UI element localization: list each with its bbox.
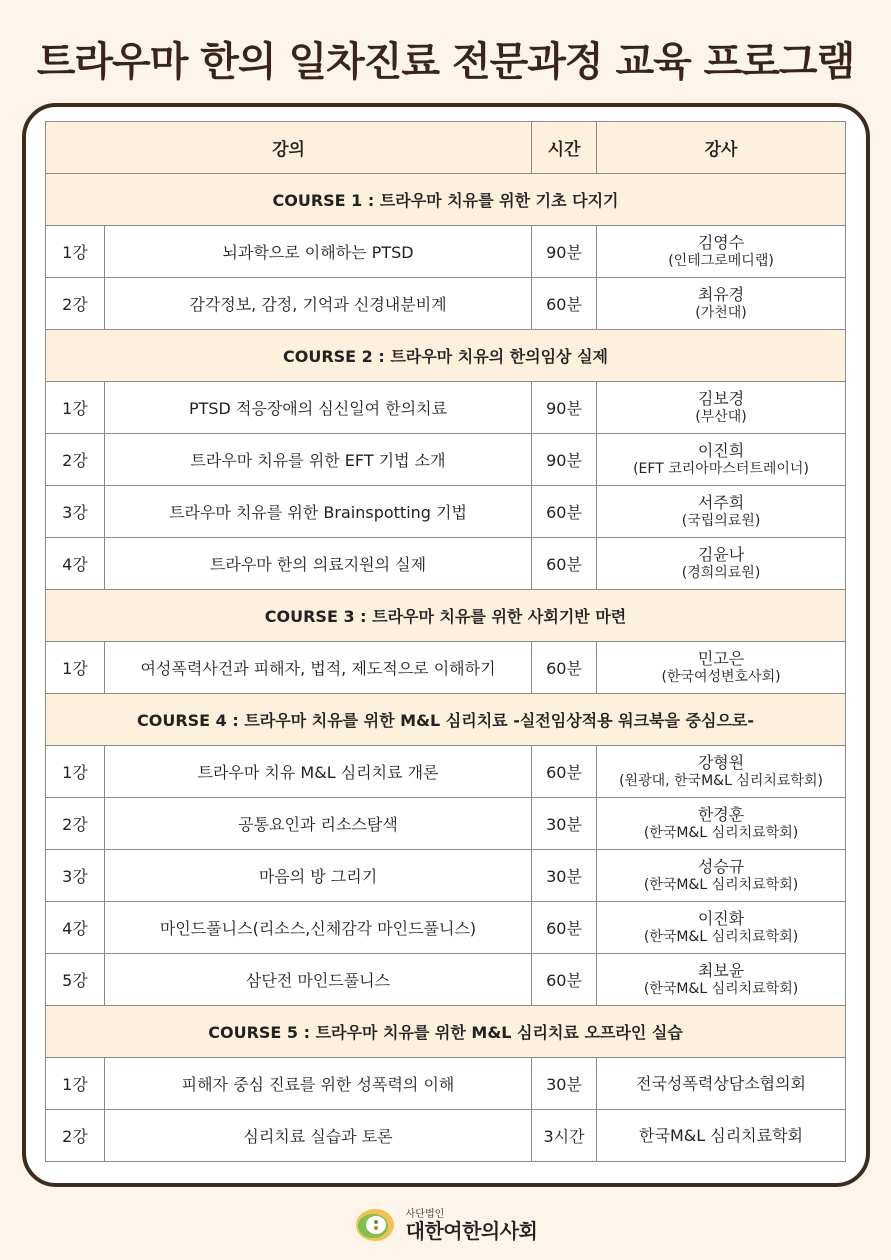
lecturer-affiliation: (한국M&L 심리치료학회) bbox=[643, 876, 799, 893]
lecture-number: 2강 bbox=[46, 278, 105, 330]
course-title: COURSE 3 : 트라우마 치유를 위한 사회기반 마련 bbox=[46, 590, 846, 642]
lecture-time: 60분 bbox=[532, 486, 597, 538]
lecturer-affiliation: (가천대) bbox=[695, 304, 747, 321]
table-row bbox=[46, 954, 846, 1006]
lecture-title: 트라우마 치유를 위한 Brainspotting 기법 bbox=[105, 486, 532, 538]
lecture-number: 2강 bbox=[46, 1110, 105, 1162]
table-row bbox=[46, 1110, 846, 1162]
lecturer-name: 강형원 bbox=[697, 752, 745, 772]
lecture-title: 트라우마 치유 M&L 심리치료 개론 bbox=[105, 746, 532, 798]
org-subtitle: 사단법인 bbox=[405, 1208, 445, 1220]
table-body bbox=[46, 174, 846, 1162]
lecturer-name: 민고은 bbox=[697, 648, 745, 668]
lecture-number: 4강 bbox=[46, 902, 105, 954]
lecture-time: 60분 bbox=[532, 954, 597, 1006]
lecturer-name: 이진희 bbox=[697, 440, 745, 460]
lecturer-cell bbox=[597, 954, 846, 1006]
table-row bbox=[46, 278, 846, 330]
table-row bbox=[46, 850, 846, 902]
lecturer-cell bbox=[597, 1058, 846, 1110]
lecture-time: 90분 bbox=[532, 434, 597, 486]
header-lecture: 강의 bbox=[46, 122, 532, 174]
lecturer-cell bbox=[597, 902, 846, 954]
lecturer-affiliation: (한국M&L 심리치료학회) bbox=[643, 928, 799, 945]
lecture-time: 90분 bbox=[532, 226, 597, 278]
lecture-title: 마인드풀니스(리소스,신체감각 마인드풀니스) bbox=[105, 902, 532, 954]
lecture-time: 90분 bbox=[532, 382, 597, 434]
lecturer-affiliation: (경희의료원) bbox=[681, 564, 761, 581]
lecture-number: 3강 bbox=[46, 850, 105, 902]
table-row bbox=[46, 486, 846, 538]
table-header-row bbox=[46, 122, 846, 174]
course-title: COURSE 5 : 트라우마 치유를 위한 M&L 심리치료 오프라인 실습 bbox=[46, 1006, 846, 1058]
program-table bbox=[45, 121, 846, 1162]
header-time: 시간 bbox=[532, 122, 597, 174]
table-row bbox=[46, 1058, 846, 1110]
table-row bbox=[46, 642, 846, 694]
lecturer-affiliation: (한국M&L 심리치료학회) bbox=[643, 980, 799, 997]
course-header-row bbox=[46, 1006, 846, 1058]
course-header-row bbox=[46, 330, 846, 382]
org-name-block bbox=[406, 1209, 538, 1242]
footer bbox=[0, 1200, 891, 1250]
lecture-number: 1강 bbox=[46, 746, 105, 798]
table-row bbox=[46, 798, 846, 850]
lecturer-affiliation: (원광대, 한국M&L 심리치료학회) bbox=[619, 772, 823, 789]
table-row bbox=[46, 902, 846, 954]
lecture-title: 트라우마 한의 의료지원의 실제 bbox=[105, 538, 532, 590]
lecturer-name: 최유경 bbox=[697, 284, 745, 304]
table-row bbox=[46, 538, 846, 590]
lecturer-cell bbox=[597, 642, 846, 694]
table-row bbox=[46, 382, 846, 434]
course-title: COURSE 1 : 트라우마 치유를 위한 기초 다지기 bbox=[46, 174, 846, 226]
lecture-title: 감각정보, 감정, 기억과 신경내분비계 bbox=[105, 278, 532, 330]
lecturer-name: 이진화 bbox=[697, 908, 745, 928]
table-row bbox=[46, 746, 846, 798]
lecturer-cell bbox=[597, 538, 846, 590]
lecturer-affiliation: (한국여성변호사회) bbox=[661, 668, 781, 685]
lecture-number: 1강 bbox=[46, 1058, 105, 1110]
lecture-number: 1강 bbox=[46, 382, 105, 434]
course-header-row bbox=[46, 174, 846, 226]
lecturer-cell bbox=[597, 278, 846, 330]
lecture-time: 60분 bbox=[532, 642, 597, 694]
course-header-row bbox=[46, 590, 846, 642]
org-name: 대한여한의사회 bbox=[405, 1218, 538, 1243]
lecturer-name: 한국M&L 심리치료학회 bbox=[639, 1126, 803, 1145]
lecturer-name: 김보경 bbox=[697, 388, 745, 408]
lecture-number: 1강 bbox=[46, 642, 105, 694]
course-header-row bbox=[46, 694, 846, 746]
lecture-title: PTSD 적응장애의 심신일여 한의치료 bbox=[105, 382, 532, 434]
lecturer-name: 김윤나 bbox=[697, 544, 745, 564]
lecture-number: 4강 bbox=[46, 538, 105, 590]
lecture-number: 5강 bbox=[46, 954, 105, 1006]
lecturer-cell bbox=[597, 226, 846, 278]
lecture-number: 3강 bbox=[46, 486, 105, 538]
course-title: COURSE 4 : 트라우마 치유를 위한 M&L 심리치료 -실전임상적용 워크북을 중심으로- bbox=[46, 694, 846, 746]
lecturer-name: 한경훈 bbox=[697, 804, 745, 824]
lecture-title: 여성폭력사건과 피해자, 법적, 제도적으로 이해하기 bbox=[105, 642, 532, 694]
table-row bbox=[46, 434, 846, 486]
lecture-title: 뇌과학으로 이해하는 PTSD bbox=[105, 226, 532, 278]
lecturer-name: 전국성폭력상담소협의회 bbox=[636, 1074, 807, 1093]
lecture-title: 피해자 중심 진료를 위한 성폭력의 이해 bbox=[105, 1058, 532, 1110]
lecturer-cell bbox=[597, 798, 846, 850]
lecturer-cell bbox=[597, 382, 846, 434]
lecture-time: 60분 bbox=[532, 902, 597, 954]
lecturer-name: 최보윤 bbox=[697, 960, 745, 980]
lecturer-name: 김영수 bbox=[697, 232, 745, 252]
course-title: COURSE 2 : 트라우마 치유의 한의임상 실제 bbox=[46, 330, 846, 382]
lecturer-affiliation: (국립의료원) bbox=[681, 512, 761, 529]
lecture-time: 60분 bbox=[532, 278, 597, 330]
lecturer-affiliation: (인테그로메디랩) bbox=[668, 252, 774, 269]
lecture-time: 60분 bbox=[532, 538, 597, 590]
lecture-time: 30분 bbox=[532, 850, 597, 902]
lecturer-cell bbox=[597, 486, 846, 538]
lecturer-name: 성승규 bbox=[697, 856, 745, 876]
lecture-title: 마음의 방 그리기 bbox=[105, 850, 532, 902]
lecture-number: 2강 bbox=[46, 798, 105, 850]
lecturer-cell bbox=[597, 434, 846, 486]
lecturer-affiliation: (한국M&L 심리치료학회) bbox=[643, 824, 799, 841]
lecturer-affiliation: (부산대) bbox=[695, 408, 747, 425]
lecture-time: 60분 bbox=[532, 746, 597, 798]
lecture-title: 공통요인과 리소스탐색 bbox=[105, 798, 532, 850]
lecturer-cell bbox=[597, 850, 846, 902]
lecturer-name: 서주희 bbox=[697, 492, 745, 512]
lecture-time: 30분 bbox=[532, 798, 597, 850]
lecture-title: 트라우마 치유를 위한 EFT 기법 소개 bbox=[105, 434, 532, 486]
header-lecturer: 강사 bbox=[597, 122, 846, 174]
table-row bbox=[46, 226, 846, 278]
lecture-number: 2강 bbox=[46, 434, 105, 486]
org-logo-icon bbox=[354, 1206, 396, 1244]
lecture-time: 30분 bbox=[532, 1058, 597, 1110]
page-title: 트라우마 한의 일차진료 전문과정 교육 프로그램 bbox=[36, 39, 855, 85]
lecture-number: 1강 bbox=[46, 226, 105, 278]
lecture-title: 심리치료 실습과 토론 bbox=[105, 1110, 532, 1162]
lecture-time: 3시간 bbox=[532, 1110, 597, 1162]
lecturer-cell bbox=[597, 1110, 846, 1162]
lecturer-cell bbox=[597, 746, 846, 798]
lecture-title: 삼단전 마인드풀니스 bbox=[105, 954, 532, 1006]
lecturer-affiliation: (EFT 코리아마스터트레이너) bbox=[633, 460, 809, 477]
